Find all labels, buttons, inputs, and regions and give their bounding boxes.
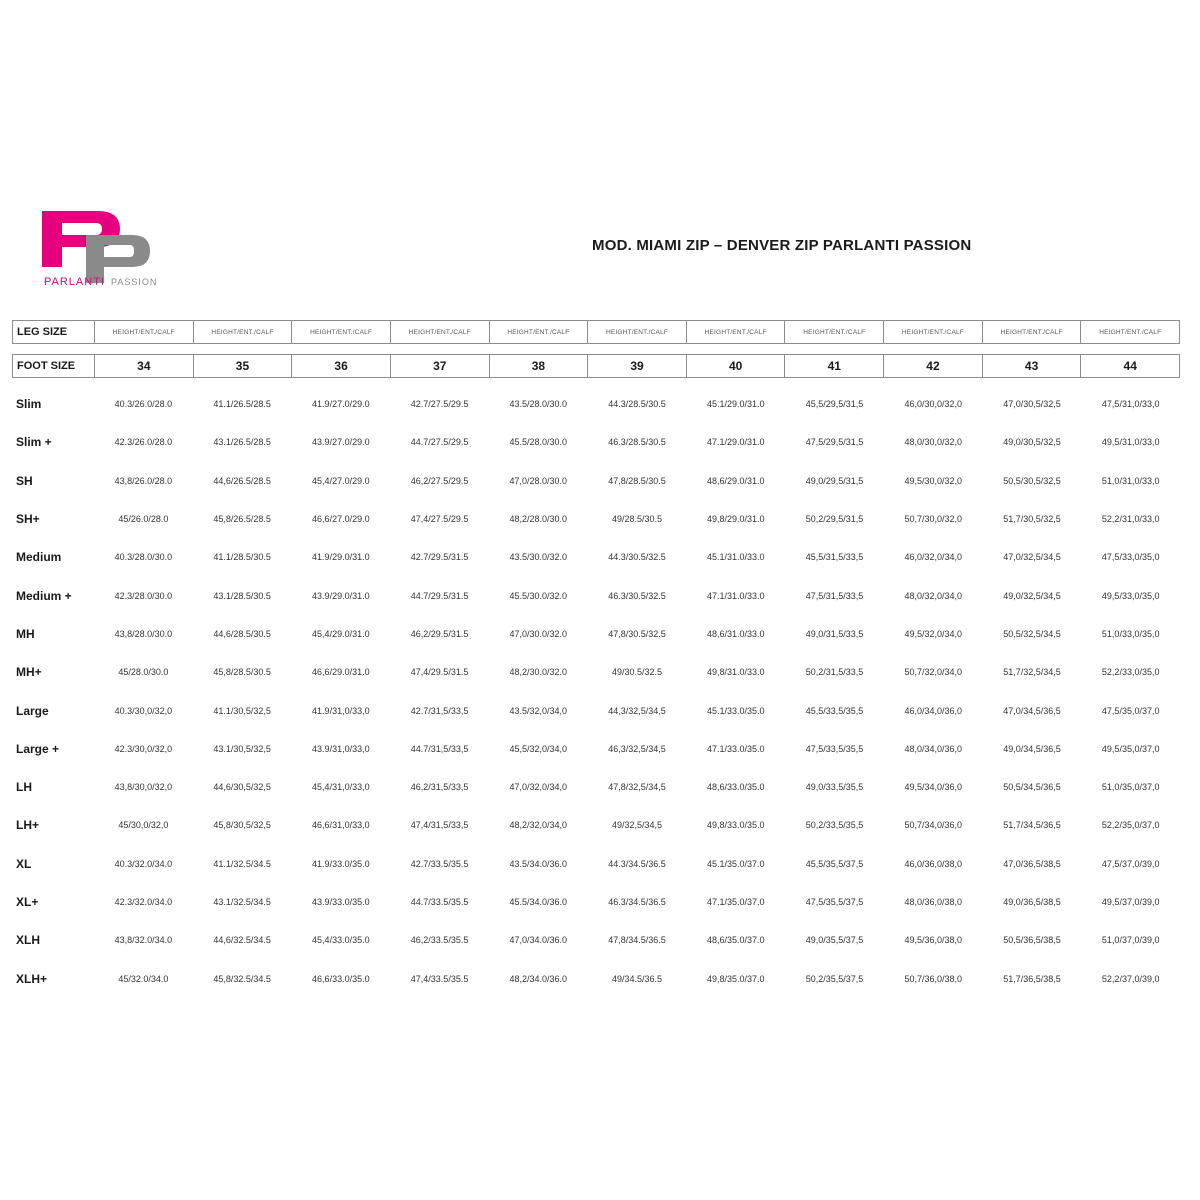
table-cell: 46,6/29.0/31.0 [312, 667, 370, 678]
table-cell: 43,8/30,0/32,0 [114, 782, 173, 793]
table-cell: 45.1/35.0/37.0 [706, 858, 765, 869]
table-cell: 51,7/34,5/36,5 [1003, 820, 1061, 831]
table-cell: 49,8/35.0/37.0 [706, 973, 765, 984]
table-cell: 44,6/26.5/28.5 [213, 475, 271, 486]
table-cell: 50,2/35,5/37,5 [805, 973, 864, 984]
table-cell: 47,0/30.0/32.0 [509, 628, 568, 639]
table-cell: 51,7/30,5/32,5 [1003, 514, 1061, 525]
table-cell: 49,5/35,0/37,0 [1101, 743, 1160, 754]
table-cell: 41.9/33.0/35.0 [312, 858, 370, 869]
row-label: LH [16, 780, 32, 795]
row-label: LH+ [16, 818, 40, 833]
table-cell: 46,3/32,5/34,5 [608, 743, 666, 754]
table-cell: 49,0/31,5/33,5 [805, 628, 864, 639]
row-label: Large [16, 703, 49, 718]
table-cell: 42.3/32.0/34.0 [114, 897, 173, 907]
row-label: MH [16, 626, 35, 641]
table-cell: 47,5/33,0/35,0 [1101, 552, 1160, 563]
table-cell: 49,0/33,5/35,5 [805, 782, 864, 793]
table-cell: 41.1/28.5/30.5 [213, 552, 271, 563]
logo-wordmark-main: PARLANTI [44, 276, 105, 288]
table-cell: 45,8/26.5/28.5 [213, 514, 271, 525]
table-cell: 43.1/30,5/32,5 [213, 743, 271, 754]
table-cell: 50,7/34,0/36,0 [904, 820, 963, 831]
table-cell: 45,5/31,5/33,5 [805, 552, 864, 563]
row-label: Large + [16, 741, 60, 756]
logo-wordmark [44, 276, 157, 288]
table-cell: 46,2/29.5/31.5 [410, 628, 469, 639]
table-cell: 45,5/35,5/37,5 [805, 858, 864, 869]
table-cell: 40.3/30,0/32,0 [114, 705, 173, 716]
table-cell: 48,2/32,0/34,0 [509, 820, 568, 831]
row-label: SH [16, 473, 33, 488]
table-cell: 49,0/32,5/34,5 [1003, 590, 1061, 601]
leg-size-header-cell: HEIGHT/ENT./CALF [588, 321, 687, 343]
table-cell: 46,2/31,5/33,5 [410, 782, 469, 793]
table-cell: 47,8/32,5/34,5 [608, 782, 666, 793]
table-cell: 41.9/27.0/29.0 [312, 399, 370, 410]
table-cell: 46.3/34.5/36.5 [608, 897, 666, 907]
table-cell: 45,5/33,5/35,5 [805, 705, 864, 716]
foot-size-label: FOOT SIZE [13, 355, 95, 377]
row-label: Slim + [16, 435, 52, 450]
table-cell: 42.3/28.0/30.0 [114, 590, 173, 601]
leg-size-label: LEG SIZE [13, 321, 95, 343]
leg-size-header-cell: HEIGHT/ENT./CALF [785, 321, 884, 343]
table-cell: 41.9/29.0/31.0 [312, 552, 370, 563]
table-cell: 42.7/31,5/33,5 [410, 705, 469, 716]
table-cell: 45.5/30.0/32.0 [509, 590, 568, 601]
table-cell: 45,5/29,5/31,5 [805, 399, 864, 410]
table-cell: 45,5/32,0/34,0 [509, 743, 568, 754]
foot-size-cell: 37 [391, 355, 490, 377]
foot-size-cell: 41 [785, 355, 884, 377]
table-cell: 52,2/33,0/35,0 [1101, 667, 1160, 678]
table-cell: 43.5/30.0/32.0 [509, 552, 568, 563]
table-cell: 47,8/30.5/32.5 [608, 628, 666, 639]
table-cell: 49/30.5/32.5 [612, 667, 663, 678]
table-cell: 42.7/27.5/29.5 [410, 399, 469, 410]
table-cell: 47,5/33,5/35,5 [805, 743, 864, 754]
table-cell: 43.5/32,0/34,0 [509, 705, 568, 716]
table-cell: 50,5/30,5/32,5 [1003, 475, 1061, 486]
table-row [12, 653, 1180, 691]
table-cell: 40.3/28.0/30.0 [114, 552, 173, 563]
table-row [12, 500, 1180, 538]
table-cell: 44.3/30.5/32.5 [608, 552, 666, 563]
page-title: MOD. MIAMI ZIP – DENVER ZIP PARLANTI PASSION [592, 237, 972, 254]
table-cell: 43.1/26.5/28.5 [213, 437, 271, 448]
table-cell: 47,5/35,5/37,5 [805, 897, 864, 907]
table-cell: 51,7/32,5/34,5 [1003, 667, 1061, 678]
table-cell: 49/32,5/34,5 [612, 820, 663, 831]
foot-size-cell: 35 [194, 355, 293, 377]
table-cell: 47,0/34,5/36,5 [1003, 705, 1061, 716]
table-cell: 49/34.5/36.5 [612, 973, 663, 984]
table-cell: 43.9/29.0/31.0 [312, 590, 370, 601]
table-cell: 47,4/29.5/31.5 [410, 667, 469, 678]
table-cell: 41.1/26.5/28.5 [213, 399, 271, 410]
table-cell: 48,6/35.0/37.0 [706, 935, 765, 946]
foot-size-cell: 44 [1123, 359, 1137, 373]
table-cell: 45,4/31,0/33,0 [312, 782, 370, 793]
table-cell: 51,0/37,0/39,0 [1101, 935, 1160, 946]
leg-size-header-cell: HEIGHT/ENT./CALF [95, 321, 194, 343]
row-label: XLH [16, 933, 40, 948]
table-cell: 48,6/31.0/33.0 [706, 628, 765, 639]
table-cell: 49,8/31.0/33.0 [706, 667, 765, 678]
table-cell: 45/32.0/34.0 [118, 973, 169, 984]
table-cell: 40.3/32.0/34.0 [114, 858, 173, 869]
table-cell: 48,2/34.0/36.0 [509, 973, 568, 984]
table-cell: 45.5/34.0/36.0 [509, 897, 568, 907]
foot-size-cell: 43 [983, 355, 1082, 377]
table-cell: 44.7/29.5/31.5 [410, 590, 469, 601]
row-label: XL [16, 856, 32, 871]
table-cell: 49,5/32,0/34,0 [904, 628, 963, 639]
table-cell: 44.3/34.5/36.5 [608, 858, 666, 869]
row-label: Slim [16, 397, 42, 412]
row-label: SH+ [16, 512, 40, 527]
table-cell: 41.1/32.5/34.5 [213, 858, 271, 869]
table-cell: 52,2/35,0/37,0 [1101, 820, 1160, 831]
table-cell: 47,4/31,5/33,5 [410, 820, 469, 831]
table-row [12, 768, 1180, 806]
table-row [12, 576, 1180, 614]
table-cell: 50,7/32,0/34,0 [904, 667, 963, 678]
table-row [12, 538, 1180, 576]
leg-size-header-cell: HEIGHT/ENT./CALF [194, 321, 293, 343]
table-cell: 43.9/31,0/33,0 [312, 743, 370, 754]
row-label: MH+ [16, 665, 42, 680]
foot-size-header-row [12, 354, 1180, 378]
table-cell: 51,0/35,0/37,0 [1101, 782, 1160, 793]
table-row [12, 883, 1180, 921]
table-cell: 47,0/34.0/36.0 [509, 935, 568, 946]
table-cell: 45,4/33.0/35.0 [312, 935, 370, 946]
table-cell: 49,0/30,5/32,5 [1003, 437, 1061, 448]
table-row [12, 959, 1180, 997]
table-cell: 44,3/32,5/34,5 [608, 705, 666, 716]
table-cell: 50,2/33,5/35,5 [805, 820, 864, 831]
table-cell: 47,4/33.5/35.5 [410, 973, 469, 984]
table-cell: 50,7/36,0/38,0 [904, 973, 963, 984]
table-cell: 46,0/36,0/38,0 [904, 858, 963, 869]
table-cell: 46,0/34,0/36,0 [904, 705, 963, 716]
table-cell: 50,5/36,5/38,5 [1003, 935, 1061, 946]
table-row [12, 462, 1180, 500]
table-cell: 45,4/27.0/29.0 [312, 475, 370, 486]
table-cell: 47.1/29.0/31.0 [706, 437, 765, 448]
table-row [12, 730, 1180, 768]
table-cell: 43.1/28.5/30.5 [213, 590, 271, 601]
table-cell: 41.1/30,5/32,5 [213, 705, 271, 716]
table-cell: 49,0/34,5/36,5 [1003, 743, 1061, 754]
table-row [12, 615, 1180, 653]
table-cell: 46,6/27.0/29.0 [312, 514, 370, 525]
table-cell: 42.3/30,0/32,0 [114, 743, 173, 754]
table-cell: 48,0/34,0/36,0 [904, 743, 963, 754]
table-cell: 49,5/37,0/39,0 [1101, 897, 1160, 907]
leg-size-header-cell: HEIGHT/ENT./CALF [1099, 328, 1162, 336]
table-row [12, 921, 1180, 959]
table-cell: 45,8/30,5/32,5 [213, 820, 271, 831]
table-cell: 49/28.5/30.5 [612, 514, 663, 525]
table-cell: 47,0/36,5/38,5 [1003, 858, 1061, 869]
table-cell: 48,6/29.0/31.0 [706, 475, 765, 486]
table-cell: 49,0/36,5/38,5 [1003, 897, 1061, 907]
table-cell: 43.1/32.5/34.5 [213, 897, 271, 907]
table-cell: 47,0/30,5/32,5 [1003, 399, 1061, 410]
table-cell: 47,8/34.5/36.5 [608, 935, 666, 946]
table-cell: 47,5/29,5/31,5 [805, 437, 864, 448]
table-cell: 49,5/34,0/36,0 [904, 782, 963, 793]
table-cell: 51,0/31,0/33,0 [1101, 475, 1160, 486]
table-cell: 47,5/35,0/37,0 [1101, 705, 1160, 716]
logo-wordmark-sub: PASSION [110, 277, 158, 287]
table-cell: 46,0/32,0/34,0 [904, 552, 963, 563]
table-cell: 52,2/31,0/33,0 [1101, 514, 1160, 525]
table-cell: 47,0/32,5/34,5 [1003, 552, 1061, 563]
table-cell: 45/28.0/30.0 [118, 667, 169, 678]
table-cell: 44.3/28.5/30.5 [608, 399, 666, 410]
table-cell: 50,5/32,5/34,5 [1003, 628, 1061, 639]
table-cell: 48,0/32,0/34,0 [904, 590, 963, 601]
table-cell: 43,8/32.0/34.0 [114, 935, 173, 946]
table-cell: 49,5/33,0/35,0 [1101, 590, 1160, 601]
table-cell: 42.3/26.0/28.0 [114, 437, 173, 448]
row-label: Medium [16, 550, 62, 565]
foot-size-cell: 39 [588, 355, 687, 377]
row-label: XL+ [16, 895, 39, 909]
table-cell: 48,2/30.0/32.0 [509, 667, 568, 678]
table-cell: 45.1/31.0/33.0 [706, 552, 765, 563]
table-cell: 45.1/29.0/31.0 [706, 399, 765, 410]
table-cell: 46,2/33.5/35.5 [410, 935, 469, 946]
row-label: Medium + [16, 588, 72, 603]
table-cell: 43.9/27.0/29.0 [312, 437, 370, 448]
table-cell: 51,0/33,0/35,0 [1101, 628, 1160, 639]
table-cell: 44,6/28.5/30.5 [213, 628, 271, 639]
table-cell: 46.3/28.5/30.5 [608, 437, 666, 448]
table-cell: 48,6/33.0/35.0 [706, 782, 765, 793]
table-cell: 44.7/27.5/29.5 [410, 437, 469, 448]
leg-size-header-row [12, 320, 1180, 344]
table-cell: 43.9/33.0/35.0 [312, 897, 370, 907]
table-cell: 47.1/33.0/35.0 [706, 743, 765, 754]
table-cell: 49,8/29.0/31.0 [706, 514, 765, 525]
table-cell: 48,0/36,0/38,0 [904, 897, 963, 907]
table-cell: 49,0/35,5/37,5 [805, 935, 864, 946]
table-cell: 46,2/27.5/29.5 [410, 475, 469, 486]
table-cell: 49,5/36,0/38,0 [904, 935, 963, 946]
table-cell: 47,5/31,0/33,0 [1101, 399, 1160, 410]
leg-size-header-cell: HEIGHT/ENT./CALF [292, 321, 391, 343]
table-cell: 47,4/27.5/29.5 [410, 514, 469, 525]
table-cell: 51,7/36,5/38,5 [1003, 973, 1061, 984]
leg-size-header-cell: HEIGHT/ENT./CALF [490, 321, 589, 343]
table-cell: 45,4/29.0/31.0 [312, 628, 370, 639]
foot-size-cell: 40 [687, 355, 786, 377]
table-cell: 43,8/28.0/30.0 [114, 628, 173, 639]
table-cell: 50,7/30,0/32,0 [904, 514, 963, 525]
table-cell: 48,0/30,0/32,0 [904, 437, 963, 448]
table-cell: 45,8/32.5/34.5 [213, 973, 271, 984]
table-row [12, 691, 1180, 729]
table-cell: 42.7/29.5/31.5 [410, 552, 469, 563]
table-row [12, 423, 1180, 461]
table-cell: 47,8/28.5/30.5 [608, 475, 666, 486]
table-cell: 49,5/30,0/32,0 [904, 475, 963, 486]
table-row [12, 845, 1180, 883]
table-cell: 44.7/31,5/33,5 [410, 743, 469, 754]
table-cell: 45,8/28.5/30.5 [213, 667, 271, 678]
table-cell: 40.3/26.0/28.0 [114, 399, 173, 410]
table-cell: 46.3/30.5/32.5 [608, 590, 666, 601]
table-cell: 47,0/28.0/30.0 [509, 475, 568, 486]
foot-size-cell: 34 [95, 355, 194, 377]
table-cell: 49,0/29,5/31,5 [805, 475, 864, 486]
table-cell: 45/26.0/28.0 [118, 514, 169, 525]
table-cell: 43.5/34.0/36.0 [509, 858, 568, 869]
size-table-body [12, 385, 1180, 998]
table-cell: 44,6/32.5/34.5 [213, 935, 271, 946]
foot-size-cell: 38 [490, 355, 589, 377]
foot-size-cell: 36 [292, 355, 391, 377]
table-cell: 50,5/34,5/36,5 [1003, 782, 1061, 793]
table-cell: 44,6/30,5/32,5 [213, 782, 271, 793]
table-row [12, 385, 1180, 423]
table-cell: 49,5/31,0/33,0 [1101, 437, 1160, 448]
table-cell: 48,2/28.0/30.0 [509, 514, 568, 525]
table-cell: 50,2/29,5/31,5 [805, 514, 864, 525]
table-cell: 47.1/31.0/33.0 [706, 590, 765, 601]
table-cell: 44.7/33.5/35.5 [410, 897, 469, 907]
table-cell: 47,0/32,0/34,0 [509, 782, 568, 793]
table-cell: 46,6/33.0/35.0 [312, 973, 370, 984]
leg-size-header-cell: HEIGHT/ENT./CALF [391, 321, 490, 343]
foot-size-cell: 42 [884, 355, 983, 377]
leg-size-header-cell: HEIGHT/ENT./CALF [983, 321, 1082, 343]
table-cell: 49,8/33.0/35.0 [706, 820, 765, 831]
table-cell: 43.5/28.0/30.0 [509, 399, 568, 410]
leg-size-header-cell: HEIGHT/ENT./CALF [687, 321, 786, 343]
table-cell: 45.5/28.0/30.0 [509, 437, 568, 448]
table-cell: 47,5/37,0/39,0 [1101, 858, 1160, 869]
table-cell: 52,2/37,0/39,0 [1101, 973, 1160, 984]
leg-size-header-cell: HEIGHT/ENT./CALF [884, 321, 983, 343]
table-cell: 43,8/26.0/28.0 [114, 475, 173, 486]
table-cell: 47.1/35.0/37.0 [706, 897, 765, 907]
table-cell: 47,5/31,5/33,5 [805, 590, 864, 601]
table-cell: 46,0/30,0/32,0 [904, 399, 963, 410]
row-label: XLH+ [16, 971, 48, 986]
table-cell: 41.9/31,0/33,0 [312, 705, 370, 716]
table-cell: 45.1/33.0/35.0 [706, 705, 765, 716]
table-cell: 45/30,0/32,0 [118, 820, 169, 831]
table-cell: 42.7/33.5/35.5 [410, 858, 469, 869]
table-row [12, 806, 1180, 844]
table-cell: 46,6/31,0/33,0 [312, 820, 370, 831]
table-cell: 50,2/31,5/33,5 [805, 667, 864, 678]
